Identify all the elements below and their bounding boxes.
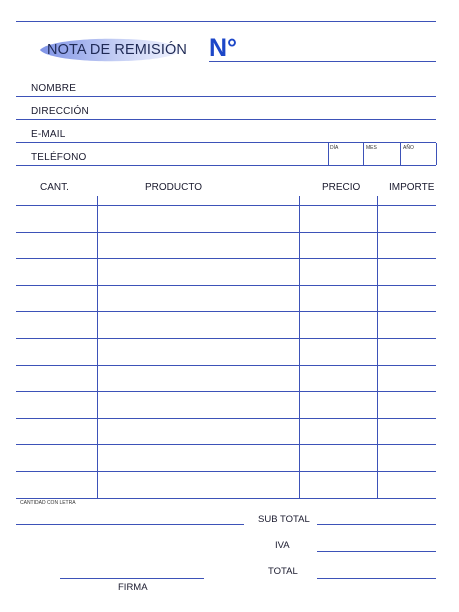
signature-field[interactable]: [60, 578, 204, 579]
signature-label: FIRMA: [118, 582, 148, 593]
table-row[interactable]: [16, 391, 436, 418]
table-row[interactable]: [16, 418, 436, 445]
year-label: AÑO: [403, 145, 414, 151]
month-label: MES: [366, 145, 377, 151]
date-box-right-border: [436, 143, 437, 165]
iva-field[interactable]: [317, 551, 436, 552]
month-field[interactable]: [364, 152, 400, 165]
table-row[interactable]: [16, 205, 436, 232]
document-title: NOTA DE REMISIÓN: [47, 42, 187, 58]
subtotal-field[interactable]: [317, 524, 436, 525]
table-row[interactable]: [16, 471, 436, 498]
document-number-label: N°: [209, 34, 238, 62]
phone-field[interactable]: [16, 165, 436, 166]
table-row[interactable]: [16, 285, 436, 312]
email-label: E-MAIL: [31, 129, 66, 140]
table-row[interactable]: [16, 232, 436, 259]
column-divider-quantity: [97, 196, 98, 498]
total-field[interactable]: [317, 578, 436, 579]
year-field[interactable]: [401, 152, 436, 165]
title-banner: [30, 31, 192, 69]
column-header-price: PRECIO: [322, 182, 361, 193]
address-label: DIRECCIÓN: [31, 106, 89, 117]
amount-in-words-label: CANTIDAD CON LETRA: [20, 500, 76, 506]
table-row[interactable]: [16, 338, 436, 365]
name-label: NOMBRE: [31, 83, 77, 94]
phone-label: TELÉFONO: [31, 152, 87, 163]
column-header-amount: IMPORTE: [389, 182, 435, 193]
column-header-product: PRODUCTO: [145, 182, 203, 193]
column-header-quantity: CANT.: [40, 182, 69, 193]
table-row[interactable]: [16, 311, 436, 338]
top-rule: [16, 21, 436, 22]
column-divider-price: [377, 196, 378, 498]
address-field[interactable]: [16, 119, 436, 120]
document-number-field[interactable]: [209, 61, 436, 62]
iva-label: IVA: [275, 540, 290, 551]
name-field[interactable]: [16, 96, 436, 97]
email-field[interactable]: [16, 142, 436, 143]
table-row[interactable]: [16, 365, 436, 392]
day-field[interactable]: [329, 152, 363, 165]
table-row-rule: [16, 498, 436, 499]
day-label: DÍA: [330, 145, 339, 151]
subtotal-label: SUB TOTAL: [258, 514, 310, 525]
table-row[interactable]: [16, 444, 436, 471]
column-divider-product: [299, 196, 300, 498]
table-row[interactable]: [16, 258, 436, 285]
amount-in-words-field[interactable]: [16, 524, 244, 525]
total-label: TOTAL: [268, 566, 298, 577]
